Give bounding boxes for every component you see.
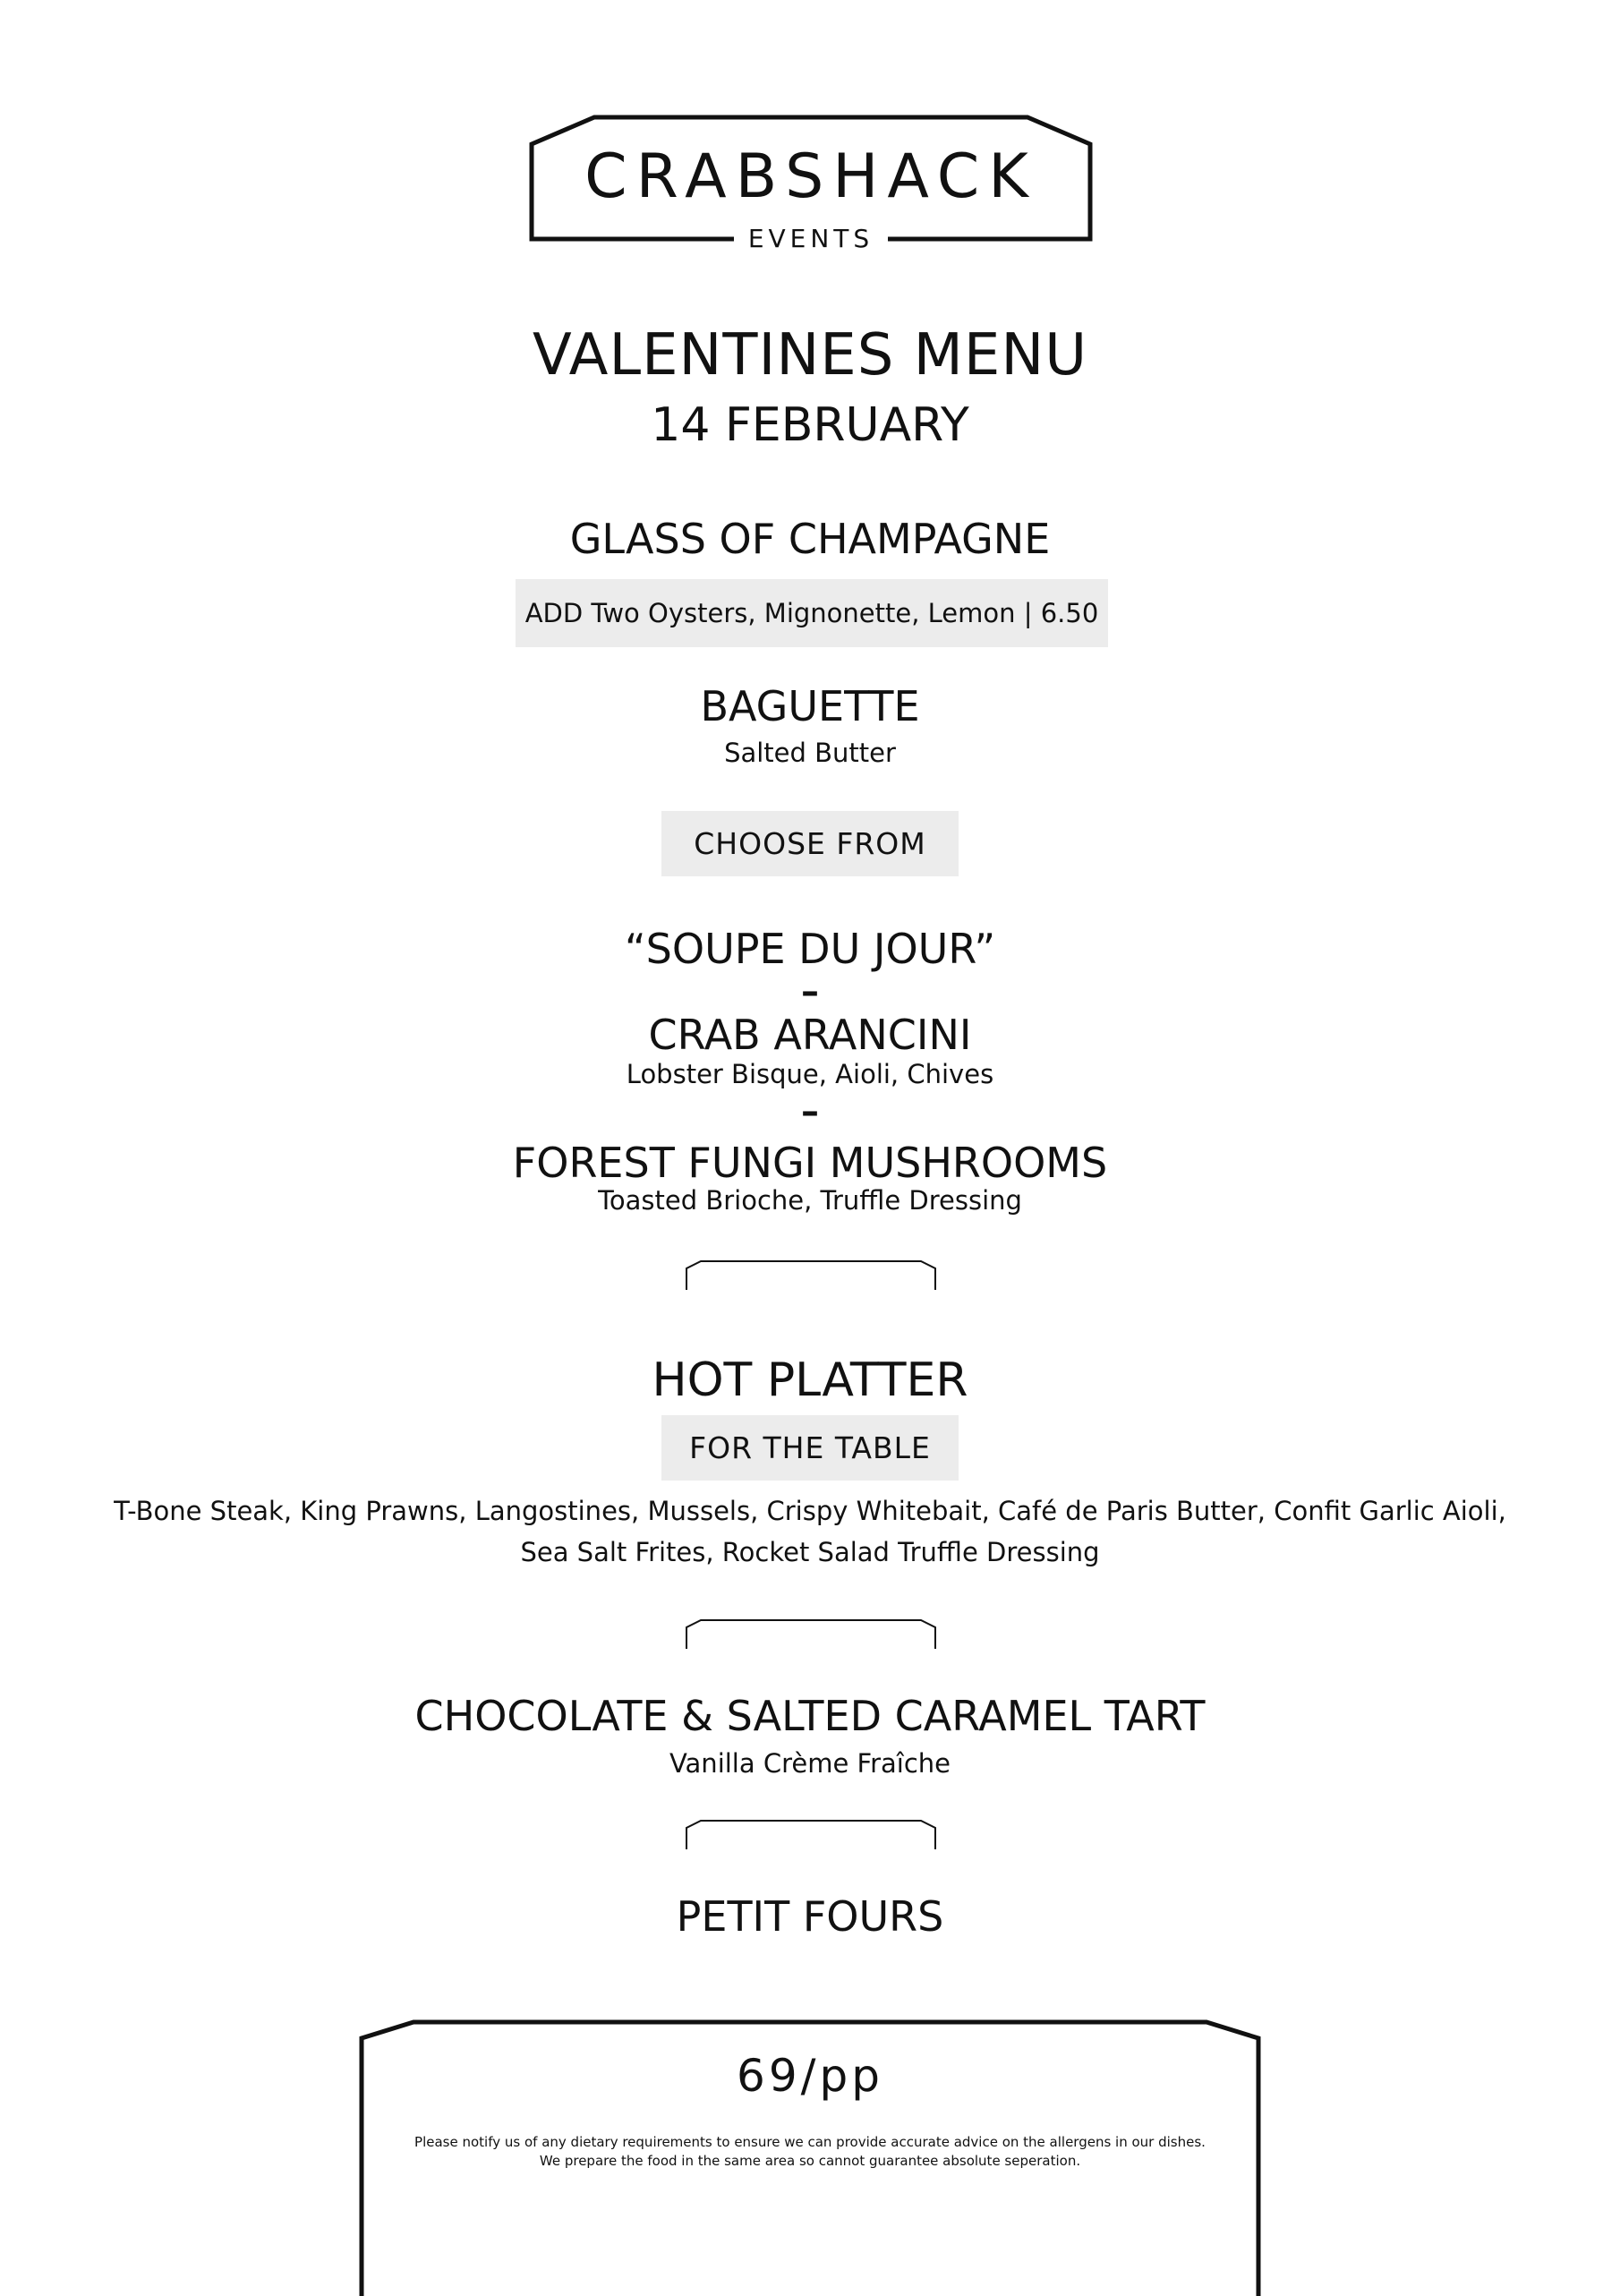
dessert-subtitle: Vanilla Crème Fraîche [669,1748,951,1779]
section-divider [685,1618,937,1651]
dessert-title: CHOCOLATE & SALTED CARAMEL TART [414,1692,1206,1740]
section-divider [685,1819,937,1851]
choice-separator: – [801,1091,819,1132]
choice-subtitle: Toasted Brioche, Truffle Dressing [598,1185,1022,1216]
champagne-title: GLASS OF CHAMPAGNE [569,515,1051,563]
choice-subtitle: Lobster Bisque, Aioli, Chives [626,1059,994,1089]
logo-subtitle: EVENTS [747,224,874,253]
section-divider [685,1259,937,1292]
baguette-subtitle: Salted Butter [724,738,896,768]
choice-title: CRAB ARANCINI [648,1011,972,1059]
oyster-addon-box: ADD Two Oysters, Mignonette, Lemon | 6.50 [516,579,1108,647]
menu-title: VALENTINES MENU [532,322,1088,388]
choice-title: “SOUPE DU JOUR” [624,925,996,973]
platter-description-line-2: Sea Salt Frites, Rocket Salad Truffle Dressing [520,1537,1100,1567]
choice-separator: – [801,971,819,1012]
logo-title: CRABSHACK [584,141,1037,212]
platter-description-line-1: T-Bone Steak, King Prawns, Langostines, Mussels, Crispy Whitebait, Café de Paris Butter, Confit Garlic Aioli, [114,1496,1506,1526]
petit-fours-title: PETIT FOURS [676,1892,944,1941]
menu-date: 14 FEBRUARY [651,398,969,452]
baguette-title: BAGUETTE [700,682,920,730]
hot-platter-title: HOT PLATTER [652,1353,968,1407]
choice-title: FOREST FUNGI MUSHROOMS [512,1139,1108,1187]
allergen-notice: Please notify us of any dietary requirements to ensure we can provide accurate advice on the allergens in our dishes. We prepare the food in the same area so cannot guarantee absolute seperation. [414,2134,1206,2169]
price: 69/pp [737,2050,883,2102]
choose-from-label: CHOOSE FROM [661,811,959,876]
for-the-table-label: FOR THE TABLE [661,1415,959,1481]
